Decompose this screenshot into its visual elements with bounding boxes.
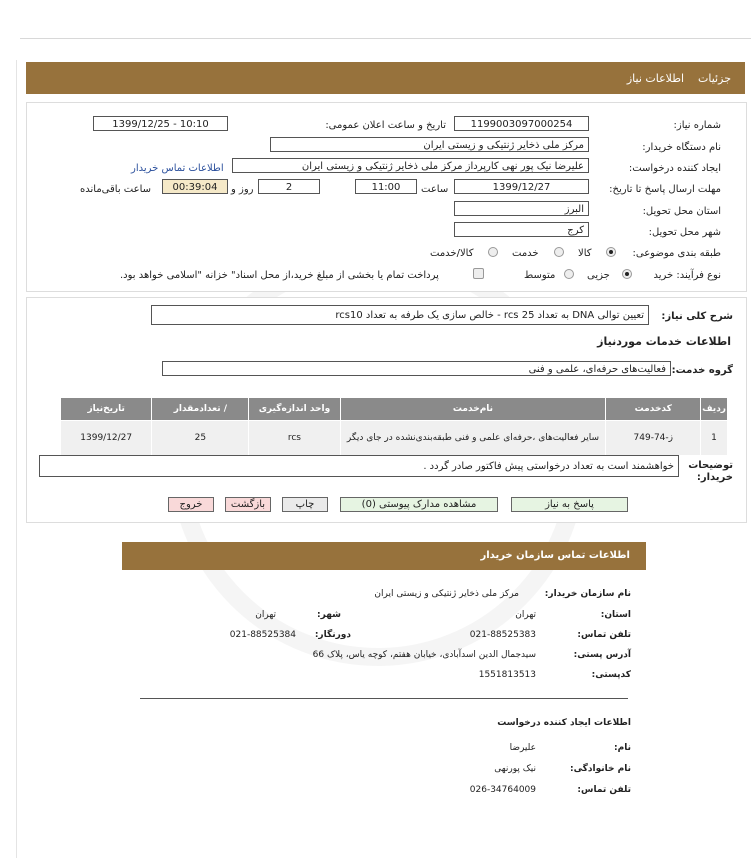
services-table	[60, 397, 728, 456]
contact-section-header	[122, 542, 646, 570]
announce-label: تاریخ و ساعت اعلان عمومی:	[325, 120, 446, 131]
cell-unit: rcs	[249, 421, 340, 456]
tab-need-info[interactable]: اطلاعات نیاز	[626, 71, 685, 85]
contact-city-label: شهر:	[317, 610, 341, 620]
contact-province-label: استان:	[600, 610, 631, 620]
contact-divider	[140, 698, 628, 699]
reply-button[interactable]: پاسخ به نیاز	[511, 497, 628, 512]
process-minor-label: جزیی	[587, 270, 610, 281]
process-minor-radio[interactable]	[622, 269, 632, 279]
contact-city-value: تهران	[255, 610, 276, 620]
category-label: طبقه بندی موضوعی:	[632, 248, 721, 259]
creator-name-label: نام:	[614, 743, 631, 753]
city-field: کرج	[454, 222, 589, 237]
cell-date: 1399/12/27	[61, 421, 152, 456]
process-medium-radio[interactable]	[564, 269, 574, 279]
contact-province-value: تهران	[515, 610, 536, 620]
table-header-row	[61, 398, 728, 421]
treasury-payment-checkbox[interactable]	[473, 268, 484, 279]
category-both-label: کالا/خدمت	[430, 248, 474, 259]
remaining-time-field: 00:39:04	[162, 179, 228, 194]
creator-section-title: اطلاعات ایجاد کننده درخواست	[497, 718, 631, 728]
page-header	[26, 62, 745, 94]
top-divider	[20, 38, 751, 39]
days-label: روز و	[231, 184, 254, 195]
service-group-field: فعالیت‌های حرفه‌ای، علمی و فنی	[162, 361, 671, 376]
table-row	[61, 421, 728, 456]
days-field: 2	[258, 179, 320, 194]
contact-postal-value: 1551813513	[478, 670, 536, 680]
contact-fax-label: دورنگار:	[314, 630, 351, 640]
buyer-notes-field: خواهشمند است به تعداد درخواستی پیش فاکتور صادر گردد .	[39, 455, 679, 477]
category-service-radio[interactable]	[554, 247, 564, 257]
creator-family-value: نیک پورنهی	[494, 764, 536, 774]
contact-address-value: سیدجمال الدین اسدآبادی، خیابان هفتم، کوچه یاس، پلاک 66	[312, 650, 536, 660]
service-group-label: گروه خدمت:	[671, 365, 733, 376]
contact-org-value: مرکز ملی ذخایر ژنتیکی و زیستی ایران	[374, 589, 519, 599]
cell-name: سایر فعالیت‌های ،حرفه‌ای علمی و فنی طبقه‌بندی‌نشده در جای دیگر	[340, 421, 606, 456]
services-title: اطلاعات خدمات موردنیاز	[597, 335, 731, 348]
category-both-radio[interactable]	[488, 247, 498, 257]
category-service-label: خدمت	[512, 248, 539, 259]
col-qty: / تعدادمقدار	[152, 398, 249, 421]
summary-field: تعیین توالی DNA به تعداد 25 rcs - خالص سازی یک طرفه به تعداد rcs10	[151, 305, 649, 325]
creator-label: ایجاد کننده درخواست:	[628, 163, 721, 174]
buyer-contact-link[interactable]: اطلاعات تماس خریدار	[131, 163, 224, 174]
deadline-label: مهلت ارسال پاسخ تا تاریخ:	[609, 184, 721, 195]
remaining-label: ساعت باقی‌مانده	[80, 184, 152, 195]
deadline-date-field: 1399/12/27	[454, 179, 589, 194]
buyer-label: نام دستگاه خریدار:	[642, 142, 721, 153]
contact-postal-label: کدپستی:	[591, 670, 631, 680]
summary-label: شرح کلی نیاز:	[661, 311, 733, 322]
need-number-field: 1199003097000254	[454, 116, 589, 131]
col-unit: واحد اندازه‌گیری	[249, 398, 340, 421]
city-label: شهر محل تحویل:	[648, 227, 721, 238]
print-button[interactable]: چاپ	[282, 497, 328, 512]
need-number-label: شماره نیاز:	[673, 120, 721, 131]
process-medium-label: متوسط	[524, 270, 556, 281]
creator-phone-value: 026-34764009	[469, 785, 536, 795]
left-divider	[16, 60, 17, 858]
cell-qty: 25	[152, 421, 249, 456]
col-code: کدخدمت	[606, 398, 701, 421]
creator-phone-label: تلفن تماس:	[577, 785, 631, 795]
back-button[interactable]: بازگشت	[225, 497, 271, 512]
announce-field: 1399/12/25 - 10:10	[93, 116, 228, 131]
attachments-button[interactable]: مشاهده مدارک پیوستی (0)	[340, 497, 498, 512]
contact-phone-label: تلفن تماس:	[577, 630, 631, 640]
contact-phone-value: 021-88525383	[469, 630, 536, 640]
cell-row: 1	[701, 421, 728, 456]
province-label: استان محل تحویل:	[642, 206, 721, 217]
buyer-field: مرکز ملی ذخایر ژنتیکی و زیستی ایران	[270, 137, 589, 152]
category-goods-label: کالا	[578, 248, 592, 259]
deadline-time-label: ساعت	[421, 184, 449, 195]
cell-code: ز-74-749	[606, 421, 701, 456]
deadline-time-field: 11:00	[355, 179, 417, 194]
contact-fax-value: 021-88525384	[229, 630, 296, 640]
col-name: نام‌خدمت	[340, 398, 606, 421]
contact-org-label: نام سازمان خریدار:	[544, 589, 631, 599]
tab-details[interactable]: جزئیات	[698, 71, 731, 85]
col-row: ردیف	[701, 398, 728, 421]
creator-family-label: نام خانوادگی:	[569, 764, 631, 774]
category-goods-radio[interactable]	[606, 247, 616, 257]
contact-section-title: اطلاعات تماس سازمان خریدار	[480, 550, 630, 561]
col-date: تاریخ‌نیاز	[61, 398, 152, 421]
exit-button[interactable]: خروج	[168, 497, 214, 512]
creator-field: علیرضا نیک پور نهی کارپرداز مرکز ملی ذخایر ژنتیکی و زیستی ایران	[232, 158, 589, 173]
province-field: البرز	[454, 201, 589, 216]
buyer-notes-label: توضیحات خریدار:	[688, 460, 733, 483]
payment-note: پرداخت تمام یا بخشی از مبلغ خرید،از محل اسناد" خزانه "اسلامی خواهد بود.	[120, 270, 439, 281]
creator-name-value: علیرضا	[509, 743, 536, 753]
contact-address-label: آدرس پستی:	[573, 650, 631, 660]
process-label: نوع فرآیند: خرید	[653, 270, 721, 281]
